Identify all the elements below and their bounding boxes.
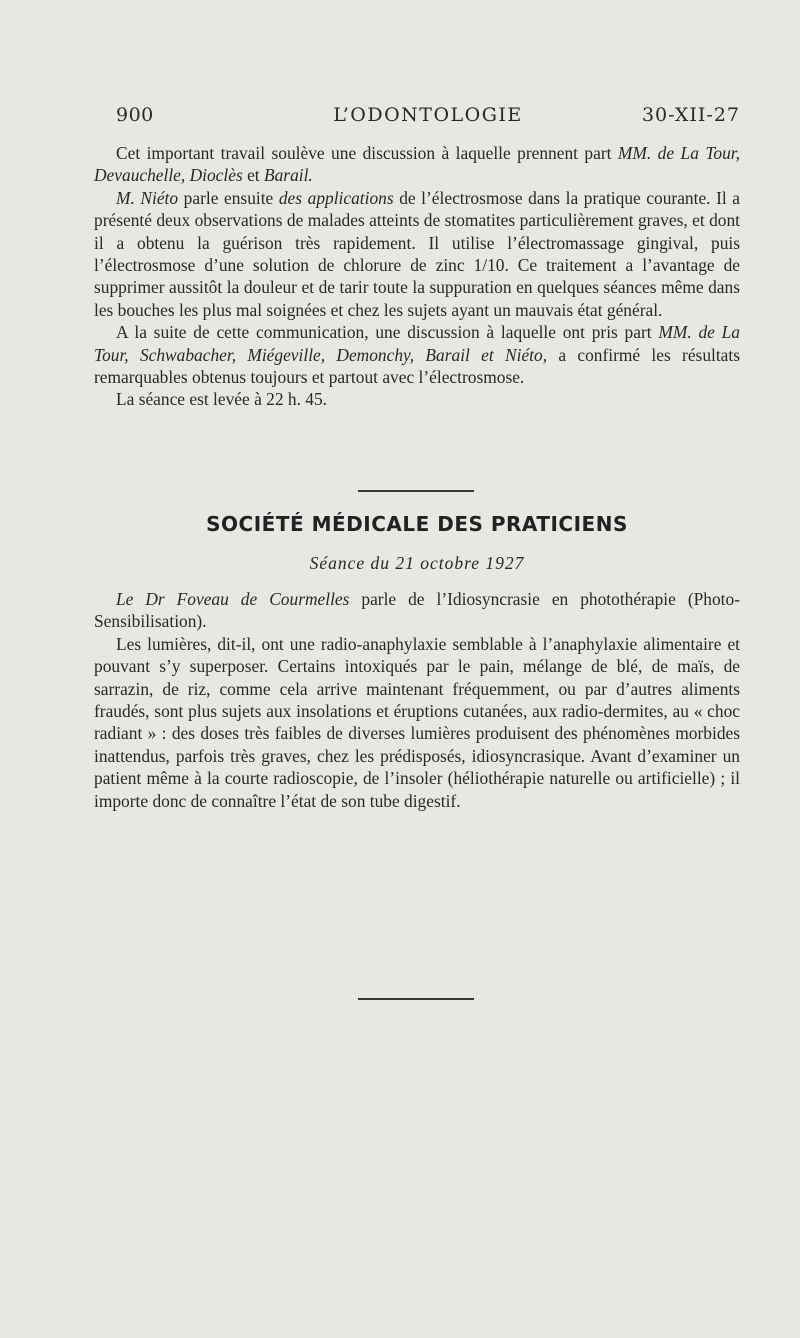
text-run: parle de l’Idiosyncrasie en photothérapie (Photo-Sensibilisation). — [94, 589, 740, 632]
end-divider — [358, 998, 474, 1000]
page-number: 900 — [116, 104, 154, 126]
section-title: SOCIÉTÉ MÉDICALE DES PRATICIENS — [206, 512, 628, 536]
session-date: Séance du 21 octobre 1927 — [309, 553, 525, 573]
running-header — [116, 104, 740, 134]
author-italic: Le Dr Foveau de Courmelles — [116, 589, 350, 609]
text-run: parle ensuite — [178, 187, 279, 208]
paragraph — [94, 142, 740, 187]
section-2-body — [94, 588, 740, 812]
text-run: et — [242, 165, 264, 186]
paragraph — [94, 187, 740, 321]
paragraph: Les lumières, dit-il, ont une radio-anaphylaxie semblable à l’anaphylaxie alimentaire et pouvant s’y superposer. Certains intoxiqués par le pain, mélange de blé, de maïs, de sarrazin, de riz, comme cela arrive maintenant fréquemment, ou par d’autres aliments fraudés, sont plus sujets aux insolations et éruptions cutanées, aux radio-dermites, au « choc radiant » : des doses très faibles de diverses lumières produisent des phénomènes morbides inattendus, parfois très graves, chez les prédisposés, idiosyncrasique. Avant d’examiner un patient même à la courte radioscopie, de l’insoler (héliothérapie naturelle ou artificielle) ; il importe donc de connaître l’état de son tube digestif. — [94, 633, 740, 811]
issue-date: 30-XII-27 — [641, 104, 740, 126]
emphasis-italic: des applications — [278, 187, 394, 208]
names-italic: MM. de La Tour, Schwabacher, Miégeville, Demonchy, Barail et Niéto, — [94, 322, 740, 365]
names-italic: M. Niéto — [116, 187, 179, 208]
text-run: Cet important travail soulève une discussion à laquelle prennent part — [116, 143, 618, 163]
paragraph: La séance est levée à 22 h. 45. — [116, 389, 328, 410]
names-italic: Barail. — [263, 165, 313, 186]
names-italic: MM. de La Tour, Devauchelle, Dioclès — [94, 143, 740, 186]
text-run: de l’électrosmose dans la pratique courante. Il a présenté deux observations de malades atteints de stomatites particulièrement graves, et dont il a obtenu la guérison très rapidement. Il utilise l’électromassage gingival, puis l’électrosmose d’une solution de chlorure de zinc 1/10. Ce traitement a l’avantage de supprimer aussitôt la douleur et de tarir toute la suppuration en quelques séances même dans les bouches les plus mal soignées et chez les sujets ayant un mauvais état général. — [94, 187, 741, 320]
text-run: A la suite de cette communication, une discussion à laquelle ont pris part — [116, 322, 659, 343]
paragraph — [94, 588, 740, 633]
paragraph — [94, 321, 740, 388]
journal-title: L’ODONTOLOGIE — [333, 104, 523, 126]
section-divider — [358, 490, 474, 492]
section-1-body — [94, 142, 740, 411]
text-run: a confirmé les résultats remarquables obtenus toujours et partout avec l’électrosmose. — [94, 344, 740, 388]
